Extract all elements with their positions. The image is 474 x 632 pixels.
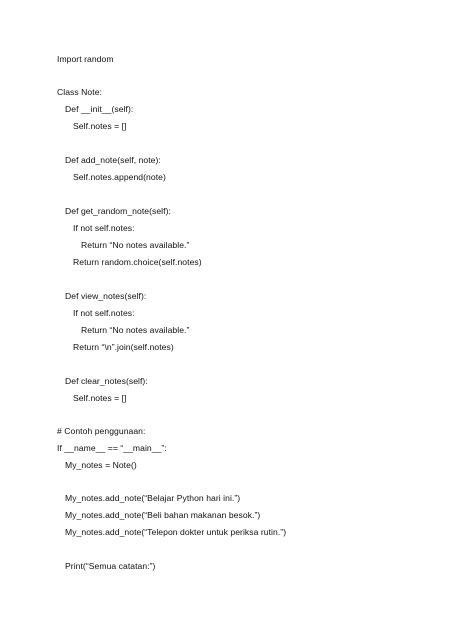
code-line: If not self.notes: [73,308,135,318]
code-line: Return “No notes available.” [81,325,190,335]
code-line: Class Note: [57,87,102,97]
code-line: Def clear_notes(self): [65,376,148,386]
code-line: Self.notes = [] [73,393,127,403]
code-line: Def __init__(self): [65,104,134,114]
code-line: My_notes.add_note(“Beli bahan makanan besok.”) [65,510,261,520]
code-line: If __name__ == “__main__”: [57,443,167,453]
code-line: Def get_random_note(self): [65,206,171,216]
code-line: If not self.notes: [73,223,135,233]
code-line: Def view_notes(self): [65,291,147,301]
code-line: Return “No notes available.” [81,240,190,250]
code-line: # Contoh penggunaan: [57,426,146,436]
code-line: Self.notes.append(note) [73,172,166,182]
code-line: Self.notes = [] [73,121,127,131]
code-line: My_notes = Note() [65,460,137,470]
code-line: Def add_note(self, note): [65,155,161,165]
code-line: Return “\n”.join(self.notes) [73,342,174,352]
code-line: Print(“Semua catatan:”) [65,561,156,571]
code-line: My_notes.add_note(“Belajar Python hari ini.”) [65,493,241,503]
code-line: Import random [57,54,114,64]
code-line: My_notes.add_note(“Telepon dokter untuk periksa rutin.”) [65,527,287,537]
code-line: Return random.choice(self.notes) [73,257,202,267]
